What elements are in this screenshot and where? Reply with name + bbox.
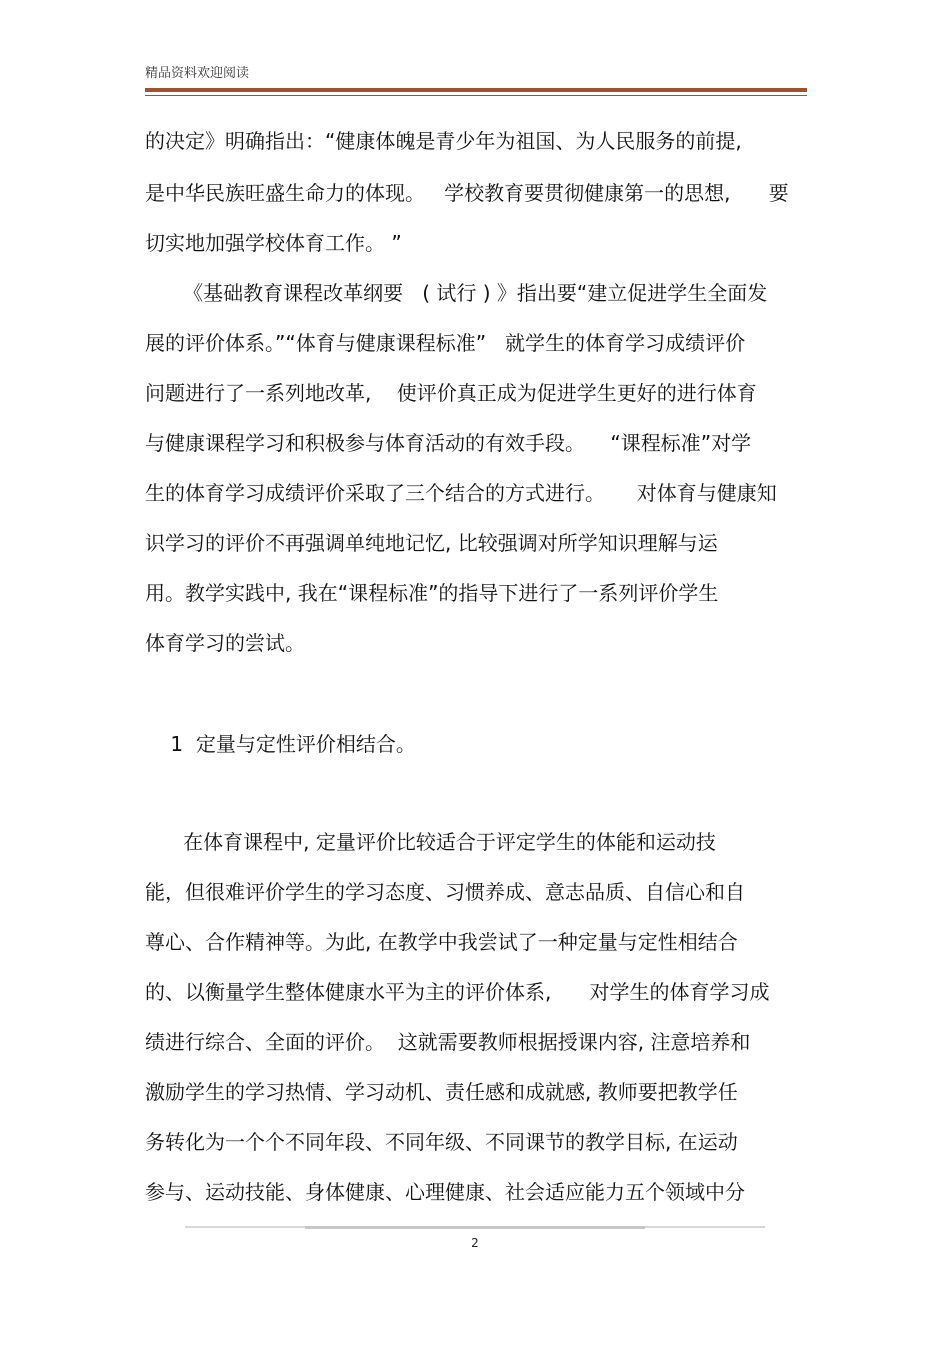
body-line: 问题进行了一系列地改革, 使评价真正成为促进学生更好的进行体育 — [145, 381, 757, 405]
header-rule-thin — [145, 95, 807, 96]
body-line: 是中华民族旺盛生命力的体现。 学校教育要贯彻健康第一的思想, 要 — [145, 181, 789, 205]
page-number: 2 — [471, 1236, 479, 1250]
page-header: 精品资料欢迎阅读 — [145, 66, 250, 81]
body-line: 务转化为一个个不同年段、不同年级、不同课节的教学目标, 在运动 — [145, 1130, 738, 1154]
body-line: 的、以衡量学生整体健康水平为主的评价体系, 对学生的体育学习成 — [145, 980, 770, 1004]
body-line: 切实地加强学校体育工作。 ” — [145, 231, 402, 255]
body-line: 能，但很难评价学生的学习态度、习惯养成、意志品质、自信心和自 — [145, 880, 745, 904]
body-line: 绩进行综合、全面的评价。 这就需要教师根据授课内容, 注意培养和 — [145, 1030, 751, 1054]
footer-rule-center — [305, 1226, 645, 1229]
body-line: 的决定》明确指出：“健康体魄是青少年为祖国、为人民服务的前提, — [145, 129, 742, 153]
body-line: 《基础教育课程改革纲要 ( 试行 ) 》指出要“建立促进学生全面发 — [145, 281, 768, 305]
body-line: 参与、运动技能、身体健康、心理健康、社会适应能力五个领域中分 — [145, 1180, 745, 1204]
body-line: 激励学生的学习热情、学习动机、责任感和成就感, 教师要把教学任 — [145, 1080, 738, 1104]
body-line: 展的评价体系。”“体育与健康课程标准” 就学生的体育学习成绩评价 — [145, 331, 746, 355]
body-line: 生的体育学习成绩评价采取了三个结合的方式进行。 对体育与健康知 — [145, 481, 777, 505]
section-heading: 1 定量与定性评价相结合。 — [145, 732, 416, 756]
body-line: 在体育课程中, 定量评价比较适合于评定学生的体能和运动技 — [145, 830, 716, 854]
body-line: 体育学习的尝试。 — [145, 631, 305, 655]
header-rule-thick — [145, 88, 807, 92]
body-line: 识学习的评价不再强调单纯地记忆, 比较强调对所学知识理解与运 — [145, 531, 718, 555]
body-line: 与健康课程学习和积极参与体育活动的有效手段。 “课程标准”对学 — [145, 431, 752, 455]
body-line: 尊心、合作精神等。为此, 在教学中我尝试了一种定量与定性相结合 — [145, 930, 738, 954]
body-line: 用。教学实践中, 我在“课程标准”的指导下进行了一系列评价学生 — [145, 581, 719, 605]
